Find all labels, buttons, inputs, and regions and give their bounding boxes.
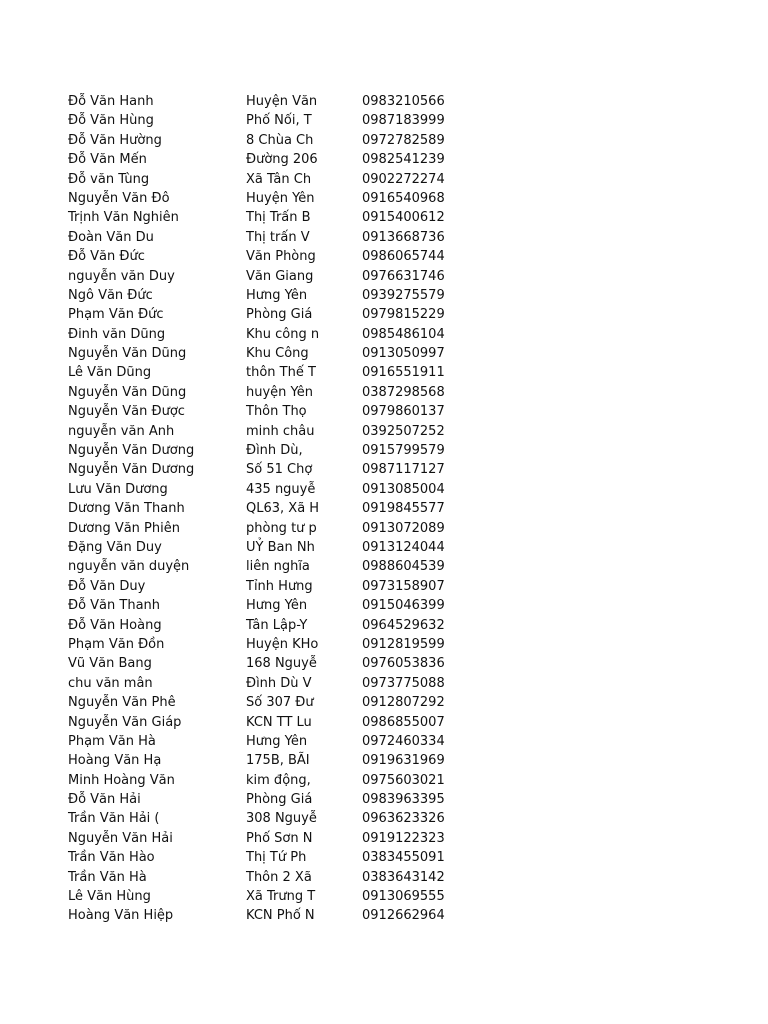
phone-cell: 0902272274 — [362, 171, 445, 187]
table-row — [0, 674, 768, 693]
name-cell: Đoàn Văn Du — [68, 229, 154, 245]
name-cell: Nguyễn Văn Đô — [68, 190, 170, 206]
name-cell: Phạm Văn Hà — [68, 733, 156, 749]
address-cell: Văn Phòng — [246, 249, 316, 265]
address-cell: Phòng Giá — [246, 792, 313, 808]
table-row — [0, 577, 768, 596]
name-cell: Lê Văn Hùng — [68, 889, 151, 905]
address-cell: thôn Thế T — [246, 365, 316, 381]
table-row — [0, 887, 768, 906]
name-cell: Nguyễn Văn Dương — [68, 443, 195, 459]
phone-cell: 0913072089 — [362, 520, 445, 536]
phone-cell: 0975603021 — [362, 772, 445, 788]
address-cell: Thị Tứ Ph — [246, 850, 307, 866]
table-row — [0, 305, 768, 324]
address-cell: Xã Trưng T — [246, 889, 316, 905]
address-cell: Huyện Yên — [246, 190, 315, 206]
phone-cell: 0913069555 — [362, 889, 445, 905]
table-row — [0, 616, 768, 635]
table-row — [0, 460, 768, 479]
name-cell: Đỗ Văn Mến — [68, 152, 147, 168]
name-cell: Nguyễn Văn Dũng — [68, 384, 187, 400]
name-cell: Phạm Văn Đức — [68, 307, 164, 323]
table-row — [0, 150, 768, 169]
phone-cell: 0913085004 — [362, 481, 445, 497]
phone-cell: 0919845577 — [362, 501, 445, 517]
phone-cell: 0939275579 — [362, 287, 445, 303]
phone-cell: 0915400612 — [362, 210, 445, 226]
phone-cell: 0986065744 — [362, 249, 445, 265]
phone-cell: 0973775088 — [362, 675, 445, 691]
address-cell: kim động, — [246, 772, 311, 788]
address-cell: 175B, BÃI — [246, 753, 310, 769]
address-cell: Thôn Thọ — [246, 404, 307, 420]
name-cell: Trần Văn Hào — [68, 850, 155, 866]
address-cell: Khu công n — [246, 326, 320, 342]
phone-cell: 0392507252 — [362, 423, 445, 439]
table-row — [0, 809, 768, 828]
address-cell: Tỉnh Hưng — [246, 578, 313, 594]
name-cell: chu văn mân — [68, 675, 153, 691]
phone-cell: 0979815229 — [362, 307, 445, 323]
address-cell: Huyện KHo — [246, 636, 319, 652]
address-cell: Xã Tân Ch — [246, 171, 312, 187]
table-row — [0, 286, 768, 305]
phone-cell: 0983210566 — [362, 94, 445, 109]
table-row — [0, 538, 768, 557]
table-row — [0, 267, 768, 286]
table-row — [0, 868, 768, 887]
phone-cell: 0919122323 — [362, 830, 445, 846]
address-cell: KCN TT Lu — [246, 714, 312, 730]
phone-cell: 0972460334 — [362, 733, 445, 749]
table-row — [0, 519, 768, 538]
address-cell: Thị trấn V — [246, 229, 310, 245]
name-cell: Đỗ Văn Hanh — [68, 94, 154, 109]
address-cell: Hưng Yên — [246, 598, 308, 614]
phone-cell: 0916551911 — [362, 365, 445, 381]
address-cell: 308 Nguyễ — [246, 811, 317, 827]
phone-cell: 0979860137 — [362, 404, 445, 420]
phone-cell: 0964529632 — [362, 617, 445, 633]
name-cell: Ngô Văn Đức — [68, 287, 153, 303]
name-cell: Đặng Văn Duy — [68, 539, 162, 555]
table-row — [0, 596, 768, 615]
name-cell: Đỗ Văn Hoàng — [68, 617, 162, 633]
phone-cell: 0383643142 — [362, 869, 445, 885]
phone-cell: 0983963395 — [362, 792, 445, 808]
phone-cell: 0912807292 — [362, 695, 445, 711]
address-cell: Thôn 2 Xã — [246, 869, 312, 885]
name-cell: Minh Hoàng Văn — [68, 772, 175, 788]
phone-cell: 0919631969 — [362, 753, 445, 769]
name-cell: Dương Văn Thanh — [68, 501, 185, 517]
phone-cell: 0987183999 — [362, 113, 445, 129]
table-row — [0, 790, 768, 809]
name-cell: Dương Văn Phiên — [68, 520, 180, 536]
name-cell: Nguyễn Văn Giáp — [68, 714, 182, 730]
name-cell: Trịnh Văn Nghiên — [68, 210, 179, 226]
phone-cell: 0976053836 — [362, 656, 445, 672]
table-row — [0, 111, 768, 130]
name-cell: Hoàng Văn Hiệp — [68, 908, 174, 924]
address-cell: UỶ Ban Nh — [246, 539, 315, 555]
table-row — [0, 693, 768, 712]
address-cell: Khu Công — [246, 346, 309, 362]
name-cell: Nguyễn Văn Được — [68, 404, 185, 420]
phone-cell: 0915799579 — [362, 443, 445, 459]
name-cell: Đinh văn Dũng — [68, 326, 166, 342]
table-row — [0, 751, 768, 770]
table-row — [0, 732, 768, 751]
table-row — [0, 131, 768, 150]
name-cell: Nguyễn Văn Hải — [68, 830, 173, 846]
table-row — [0, 402, 768, 421]
table-row — [0, 557, 768, 576]
address-cell: 435 nguyễ — [246, 481, 316, 497]
table-row — [0, 422, 768, 441]
address-cell: Huyện Văn — [246, 94, 318, 109]
table-row — [0, 771, 768, 790]
address-cell: Số 51 Chợ — [246, 462, 313, 478]
table-row — [0, 654, 768, 673]
phone-cell: 0383455091 — [362, 850, 445, 866]
phone-cell: 0976631746 — [362, 268, 445, 284]
phone-cell: 0915046399 — [362, 598, 445, 614]
address-cell: Đình Dù V — [246, 675, 312, 691]
name-cell: Trần Văn Hải ( — [68, 811, 160, 827]
phone-cell: 0912662964 — [362, 908, 445, 924]
phone-cell: 0985486104 — [362, 326, 445, 342]
name-cell: Lê Văn Dũng — [68, 365, 152, 381]
name-cell: Đỗ Văn Hường — [68, 132, 162, 148]
table-row — [0, 713, 768, 732]
address-cell: Thị Trấn B — [246, 210, 311, 226]
address-cell: Văn Giang — [246, 268, 314, 284]
address-cell: Phố Sơn N — [246, 830, 313, 846]
phone-cell: 0987117127 — [362, 462, 445, 478]
name-cell: Phạm Văn Đồn — [68, 636, 165, 652]
phone-cell: 0912819599 — [362, 636, 445, 652]
address-cell: Tân Lập-Y — [246, 617, 308, 633]
name-cell: Đỗ văn Tùng — [68, 171, 150, 187]
address-cell: 168 Nguyễ — [246, 656, 317, 672]
table-row — [0, 189, 768, 208]
phone-cell: 0988604539 — [362, 559, 445, 575]
table-row — [0, 170, 768, 189]
phone-cell: 0963623326 — [362, 811, 445, 827]
address-cell: 8 Chùa Ch — [246, 132, 314, 148]
address-cell: Số 307 Đư — [246, 695, 314, 711]
address-cell: minh châu — [246, 423, 315, 439]
contact-sheet — [0, 92, 768, 926]
address-cell: KCN Phố N — [246, 908, 315, 924]
name-cell: nguyễn văn Duy — [68, 268, 175, 284]
table-row — [0, 228, 768, 247]
table-row — [0, 848, 768, 867]
table-row — [0, 441, 768, 460]
name-cell: Vũ Văn Bang — [68, 656, 152, 672]
phone-cell: 0913668736 — [362, 229, 445, 245]
name-cell: Đỗ Văn Duy — [68, 578, 146, 594]
phone-cell: 0973158907 — [362, 578, 445, 594]
name-cell: Hoàng Văn Hạ — [68, 753, 162, 769]
address-cell: Hưng Yên — [246, 733, 308, 749]
table-row — [0, 208, 768, 227]
table-row — [0, 906, 768, 925]
table-row — [0, 635, 768, 654]
table-row — [0, 325, 768, 344]
table-row — [0, 247, 768, 266]
name-cell: Đỗ Văn Hải — [68, 792, 141, 808]
address-cell: Đường 206 — [246, 152, 318, 168]
address-cell: phòng tư p — [246, 520, 317, 536]
name-cell: Nguyễn Văn Dũng — [68, 346, 187, 362]
name-cell: Trần Văn Hà — [68, 869, 147, 885]
address-cell: Hưng Yên — [246, 287, 308, 303]
table-row — [0, 344, 768, 363]
table-row — [0, 499, 768, 518]
name-cell: Đỗ Văn Đức — [68, 249, 145, 265]
phone-cell: 0387298568 — [362, 384, 445, 400]
table-row — [0, 92, 768, 111]
address-cell: Phố Nối, T — [246, 113, 312, 129]
phone-cell: 0916540968 — [362, 190, 445, 206]
name-cell: Nguyễn Văn Dương — [68, 462, 195, 478]
table-row — [0, 363, 768, 382]
phone-cell: 0913124044 — [362, 539, 445, 555]
name-cell: Đỗ Văn Hùng — [68, 113, 154, 129]
table-row — [0, 480, 768, 499]
phone-cell: 0913050997 — [362, 346, 445, 362]
table-row — [0, 383, 768, 402]
name-cell: Nguyễn Văn Phê — [68, 695, 176, 711]
name-cell: Đỗ Văn Thanh — [68, 598, 161, 614]
name-cell: nguyễn văn Anh — [68, 423, 175, 439]
address-cell: Phòng Giá — [246, 307, 313, 323]
address-cell: huyện Yên — [246, 384, 313, 400]
address-cell: liên nghĩa — [246, 559, 310, 575]
phone-cell: 0986855007 — [362, 714, 445, 730]
name-cell: nguyễn văn duyện — [68, 559, 190, 575]
address-cell: QL63, Xã H — [246, 501, 320, 517]
table-row — [0, 829, 768, 848]
phone-cell: 0972782589 — [362, 132, 445, 148]
address-cell: Đình Dù, — [246, 443, 303, 459]
phone-cell: 0982541239 — [362, 152, 445, 168]
name-cell: Lưu Văn Dương — [68, 481, 168, 497]
